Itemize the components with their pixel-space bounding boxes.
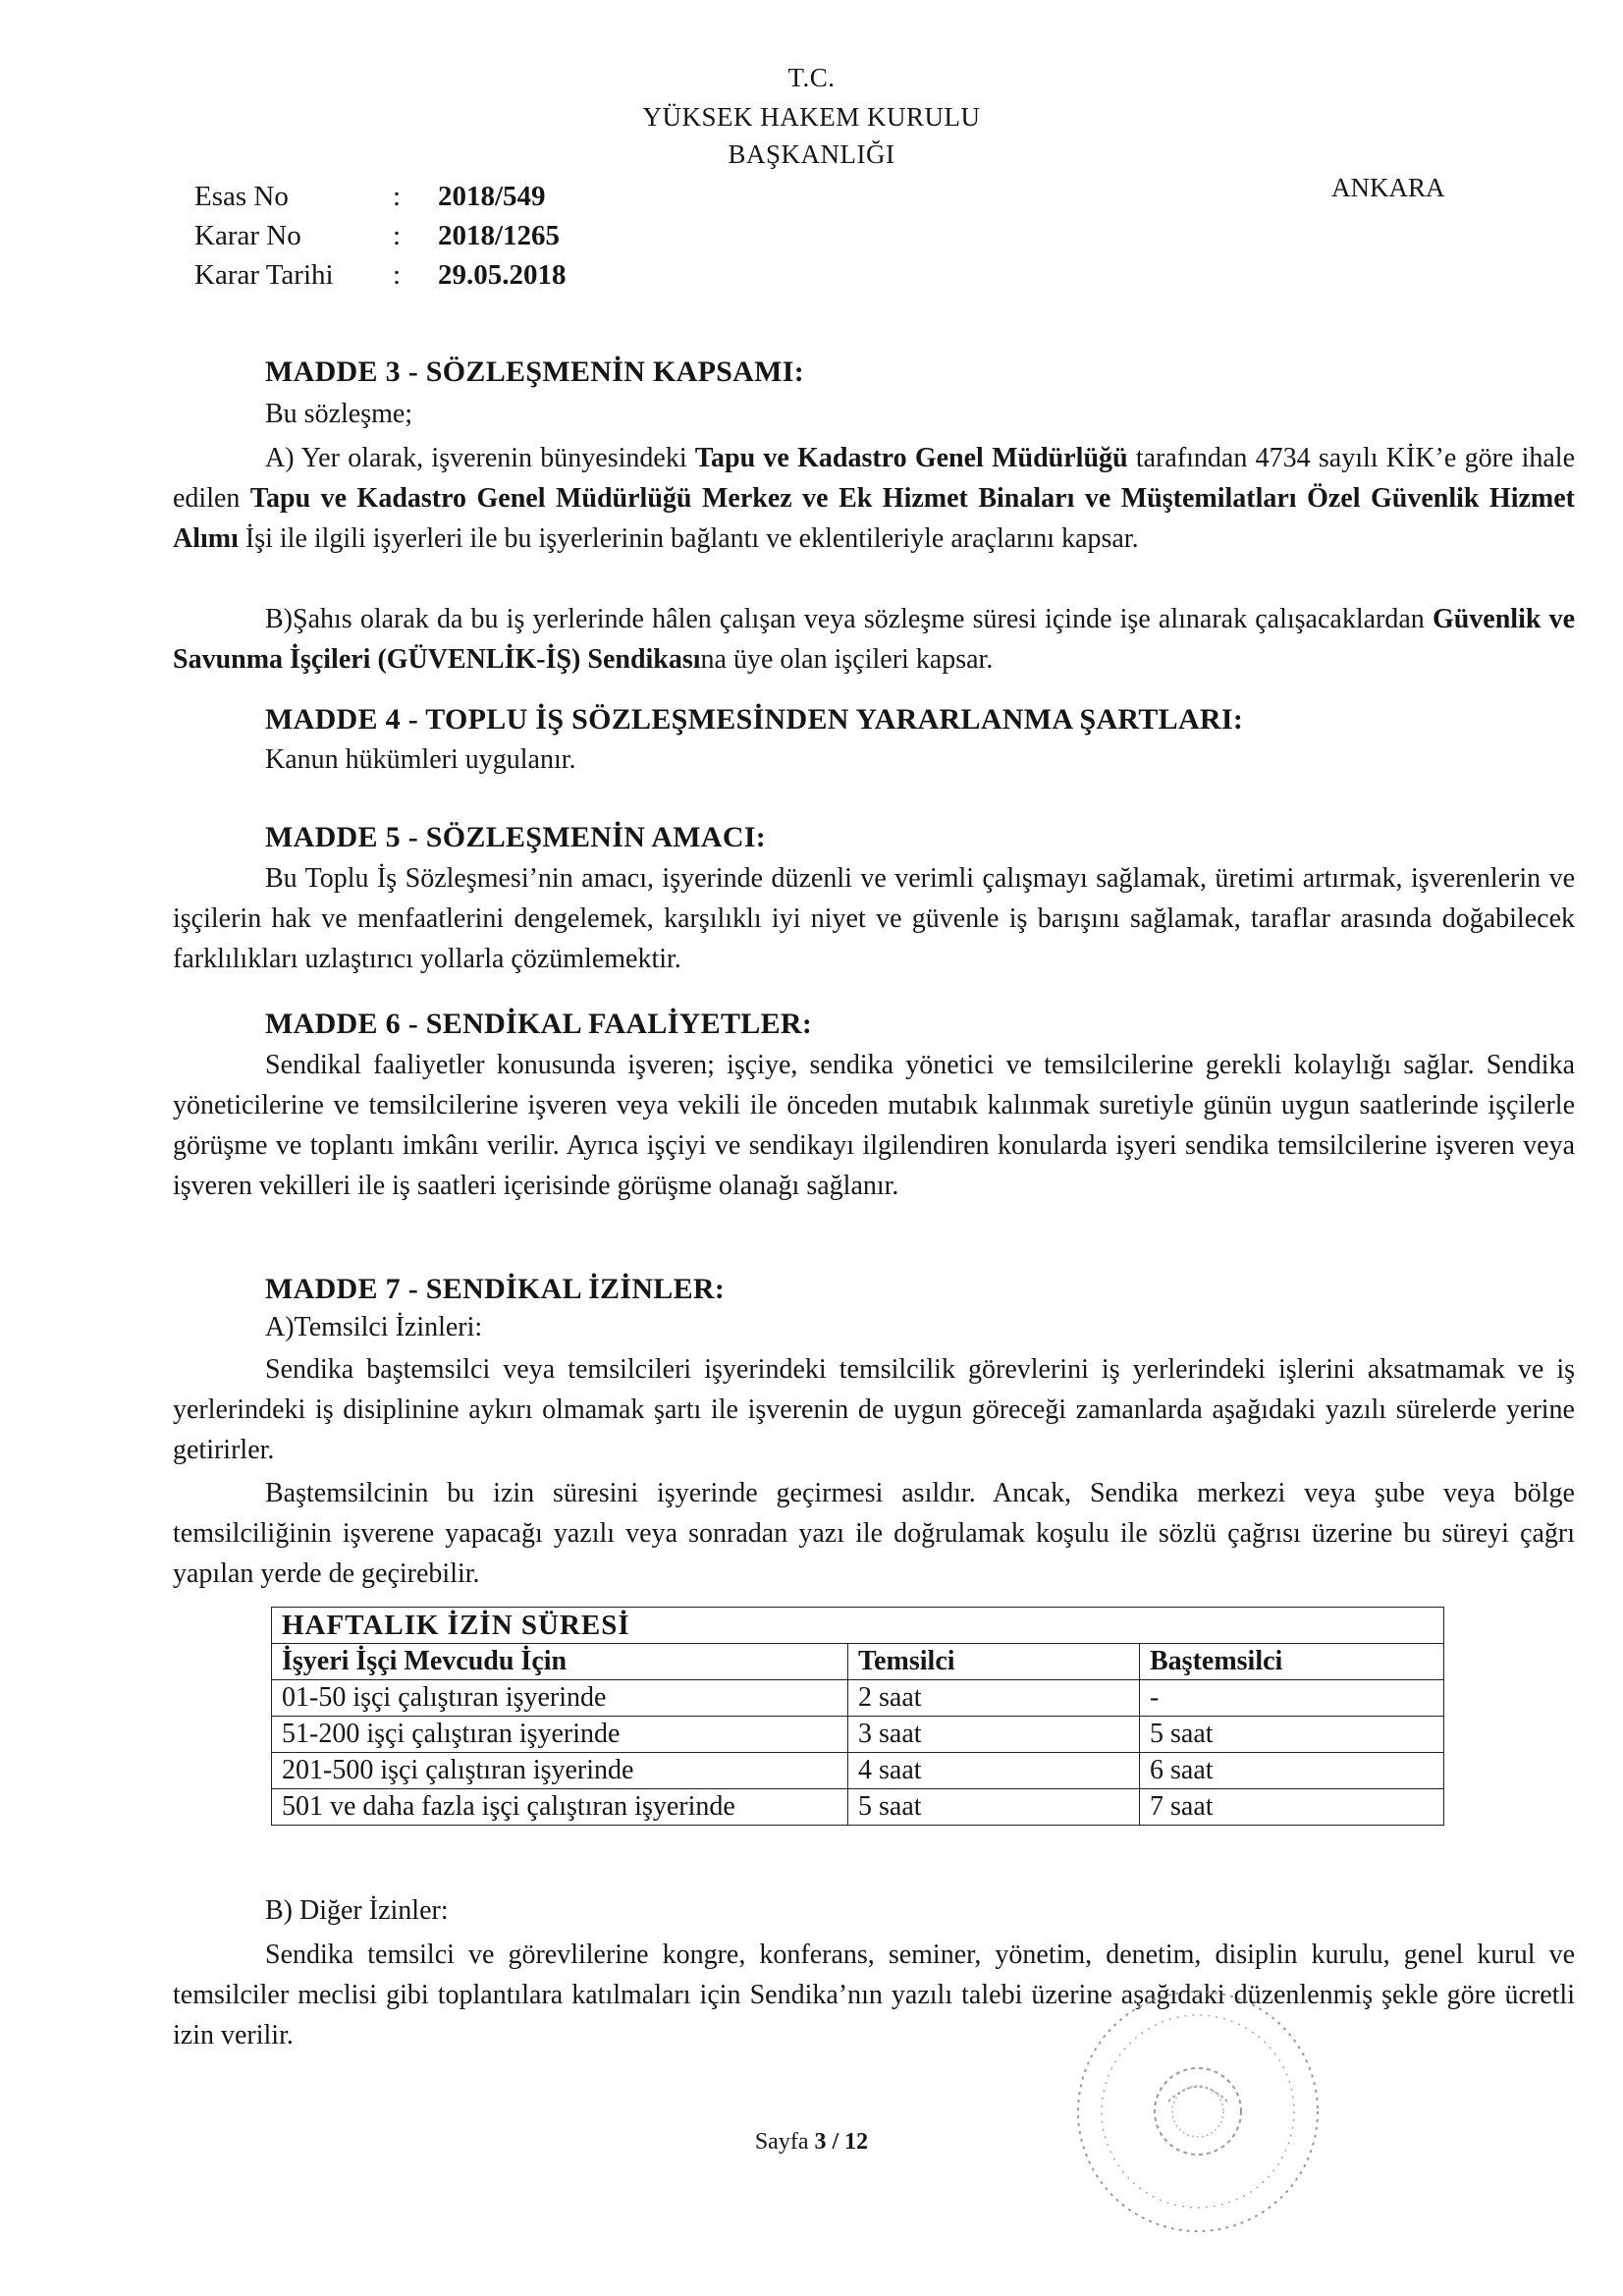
meta-label: Esas No (194, 181, 289, 212)
table-cell: 6 saat (1140, 1753, 1444, 1789)
table-cell: 201-500 işçi çalıştıran işyerinde (272, 1753, 848, 1789)
madde3-intro: Bu sözleşme; (265, 399, 413, 429)
header-institution: YÜKSEK HAKEM KURULU (642, 102, 981, 132)
meta-label: Karar No (194, 220, 301, 251)
madde4-text: Kanun hükümleri uygulanır. (265, 744, 576, 775)
text-run: İşi ile ilgili işyerleri ile bu işyerlerinin bağlantı ve eklentileriyle araçlarını kapsar. (238, 523, 1139, 554)
madde7-heading: MADDE 7 - SENDİKAL İZİNLER: (265, 1273, 726, 1305)
table-cell: - (1140, 1680, 1444, 1717)
meta-sep: : (393, 259, 402, 291)
meta-tarih-row (194, 259, 567, 292)
madde3-paragraph-a (173, 438, 1575, 559)
table-cell: 2 saat (848, 1680, 1140, 1717)
page-prefix: Sayfa (754, 2129, 815, 2155)
madde6-heading: MADDE 6 - SENDİKAL FAALİYETLER: (265, 1008, 813, 1040)
table-header-cell: Temsilci (848, 1644, 1140, 1680)
table-title: HAFTALIK İZİN SÜRESİ (272, 1608, 1444, 1644)
table-header-cell: İşyeri İşçi Mevcudu İçin (272, 1644, 848, 1680)
page-total: 12 (844, 2129, 869, 2155)
seal-stamp (1051, 1964, 1345, 2259)
table-cell: 3 saat (848, 1717, 1140, 1753)
meta-value: 29.05.2018 (438, 259, 567, 291)
header-presidency: BAŞKANLIĞI (728, 139, 895, 169)
header-city: ANKARA (1331, 173, 1445, 202)
table-cell: 5 saat (1140, 1717, 1444, 1753)
madde7-paragraph-2: Baştemsilcinin bu izin süresini işyerinde geçirmesi asıldır. Ancak, Sendika merkezi veya şube veya bölge temsilciliğinin işverene yapacağı yazılı veya sonradan yazı ile doğrulamak koşulu ile sözlü çağrısı üzerine bu süreyi çağrı yapılan yerde de geçirebilir. (173, 1478, 1575, 1589)
madde7-a-title: A)Temsilci İzinleri: (265, 1312, 483, 1342)
text-run: A) Yer olarak, işverenin bünyesindeki (265, 443, 695, 473)
text-run: tarafından 4734 sayılı KİK’e göre ihale edilen (173, 443, 1575, 514)
madde7-paragraph-3: Sendika temsilci ve görevlilerine kongre, konferans, seminer, yönetim, denetim, disiplin kurulu, genel kurul ve temsilciler meclisi gibi toplantılara katılmaları için Sendika’nın yazılı talebi üzerine aşağıdaki düzenlenmiş şekle göre ücretli izin verilir. (173, 1940, 1575, 2050)
header-tc: T.C. (787, 63, 836, 92)
meta-karar-row (194, 220, 560, 252)
table-row (272, 1717, 1444, 1753)
table-header-cell: Baştemsilci (1140, 1644, 1444, 1680)
meta-value: 2018/549 (438, 181, 546, 212)
table-cell: 5 saat (848, 1789, 1140, 1826)
madde5-text: Bu Toplu İş Sözleşmesi’nin amacı, işyerinde düzenli ve verimli çalışmayı sağlamak, üretimi artırmak, işverenlerin ve işçilerin hak ve menfaatlerini dengelemek, karşılıklı iyi niyet ve güvenle iş barışını sağlamak, taraflar arasında doğabilecek farklılıkları uzlaştırıcı yollarla çözümlemektir. (173, 863, 1575, 974)
meta-sep: : (393, 181, 402, 212)
table-row (272, 1680, 1444, 1717)
bold-run: Tapu ve Kadastro Genel Müdürlüğü (694, 443, 1128, 473)
text-run: B)Şahıs olarak da bu iş yerlerinde hâlen çalışan veya sözleşme süresi içinde işe alınarak çalışacaklardan (265, 604, 1433, 634)
madde3-paragraph-b (173, 599, 1575, 680)
text-run: na üye olan işçileri kapsar. (700, 644, 994, 675)
madde7-b-title: B) Diğer İzinler: (265, 1895, 449, 1926)
madde7-paragraph-1: Sendika baştemsilci veya temsilcileri işyerindeki temsilcilik görevlerini iş yerlerindeki işlerini aksatmamak ve iş yerlerindeki iş disiplinine aykırı olmamak şartı ile işverenin de uygun göreceği zamanlarda aşağıdaki yazılı sürelerde yerine getirirler. (173, 1354, 1575, 1465)
meta-sep: : (393, 220, 402, 251)
bold-run: Tapu ve Kadastro Genel Müdürlüğü Merkez ve Ek Hizmet Binaları ve Müştemilatları Özel Güvenlik Hizmet Alımı (173, 483, 1575, 554)
table-row (272, 1753, 1444, 1789)
meta-value: 2018/1265 (438, 220, 561, 251)
table-cell: 7 saat (1140, 1789, 1444, 1826)
madde6-text: Sendikal faaliyetler konusunda işveren; işçiye, sendika yönetici ve temsilcilerine gerekli kolaylığı sağlar. Sendika yöneticilerine ve temsilcilerine işveren veya vekili ile önceden mutabık kalınmak suretiyle günün uygun saatlerinde işçilerle görüşme ve toplantı imkânı verilir. Ayrıca işçiyi ve sendikayı ilgilendiren konularda işyeri sendika temsilcilerine işveren veya işveren vekilleri ile iş saatleri içerisinde görüşme olanağı sağlanır. (173, 1050, 1575, 1201)
meta-esas-row (194, 181, 546, 213)
bold-run: Güvenlik ve Savunma İşçileri (GÜVENLİK-İŞ) Sendikası (173, 604, 1575, 675)
page-number (0, 2129, 1623, 2156)
meta-label: Karar Tarihi (194, 259, 334, 291)
table-cell: 01-50 işçi çalıştıran işyerinde (272, 1680, 848, 1717)
table-cell: 501 ve daha fazla işçi çalıştıran işyerinde (272, 1789, 848, 1826)
table-cell: 4 saat (848, 1753, 1140, 1789)
table-title-row (272, 1608, 1444, 1644)
table-cell: 51-200 işçi çalıştıran işyerinde (272, 1717, 848, 1753)
table-header-row (272, 1644, 1444, 1680)
page-sep: / (826, 2129, 845, 2155)
page-current: 3 (814, 2129, 827, 2155)
madde3-heading: MADDE 3 - SÖZLEŞMENİN KAPSAMI: (265, 355, 805, 388)
table-row (272, 1789, 1444, 1826)
madde5-heading: MADDE 5 - SÖZLEŞMENİN AMACI: (265, 821, 767, 853)
madde4-heading: MADDE 4 - TOPLU İŞ SÖZLEŞMESİNDEN YARARLANMA ŞARTLARI: (265, 703, 1244, 736)
weekly-leave-table (271, 1607, 1444, 1826)
